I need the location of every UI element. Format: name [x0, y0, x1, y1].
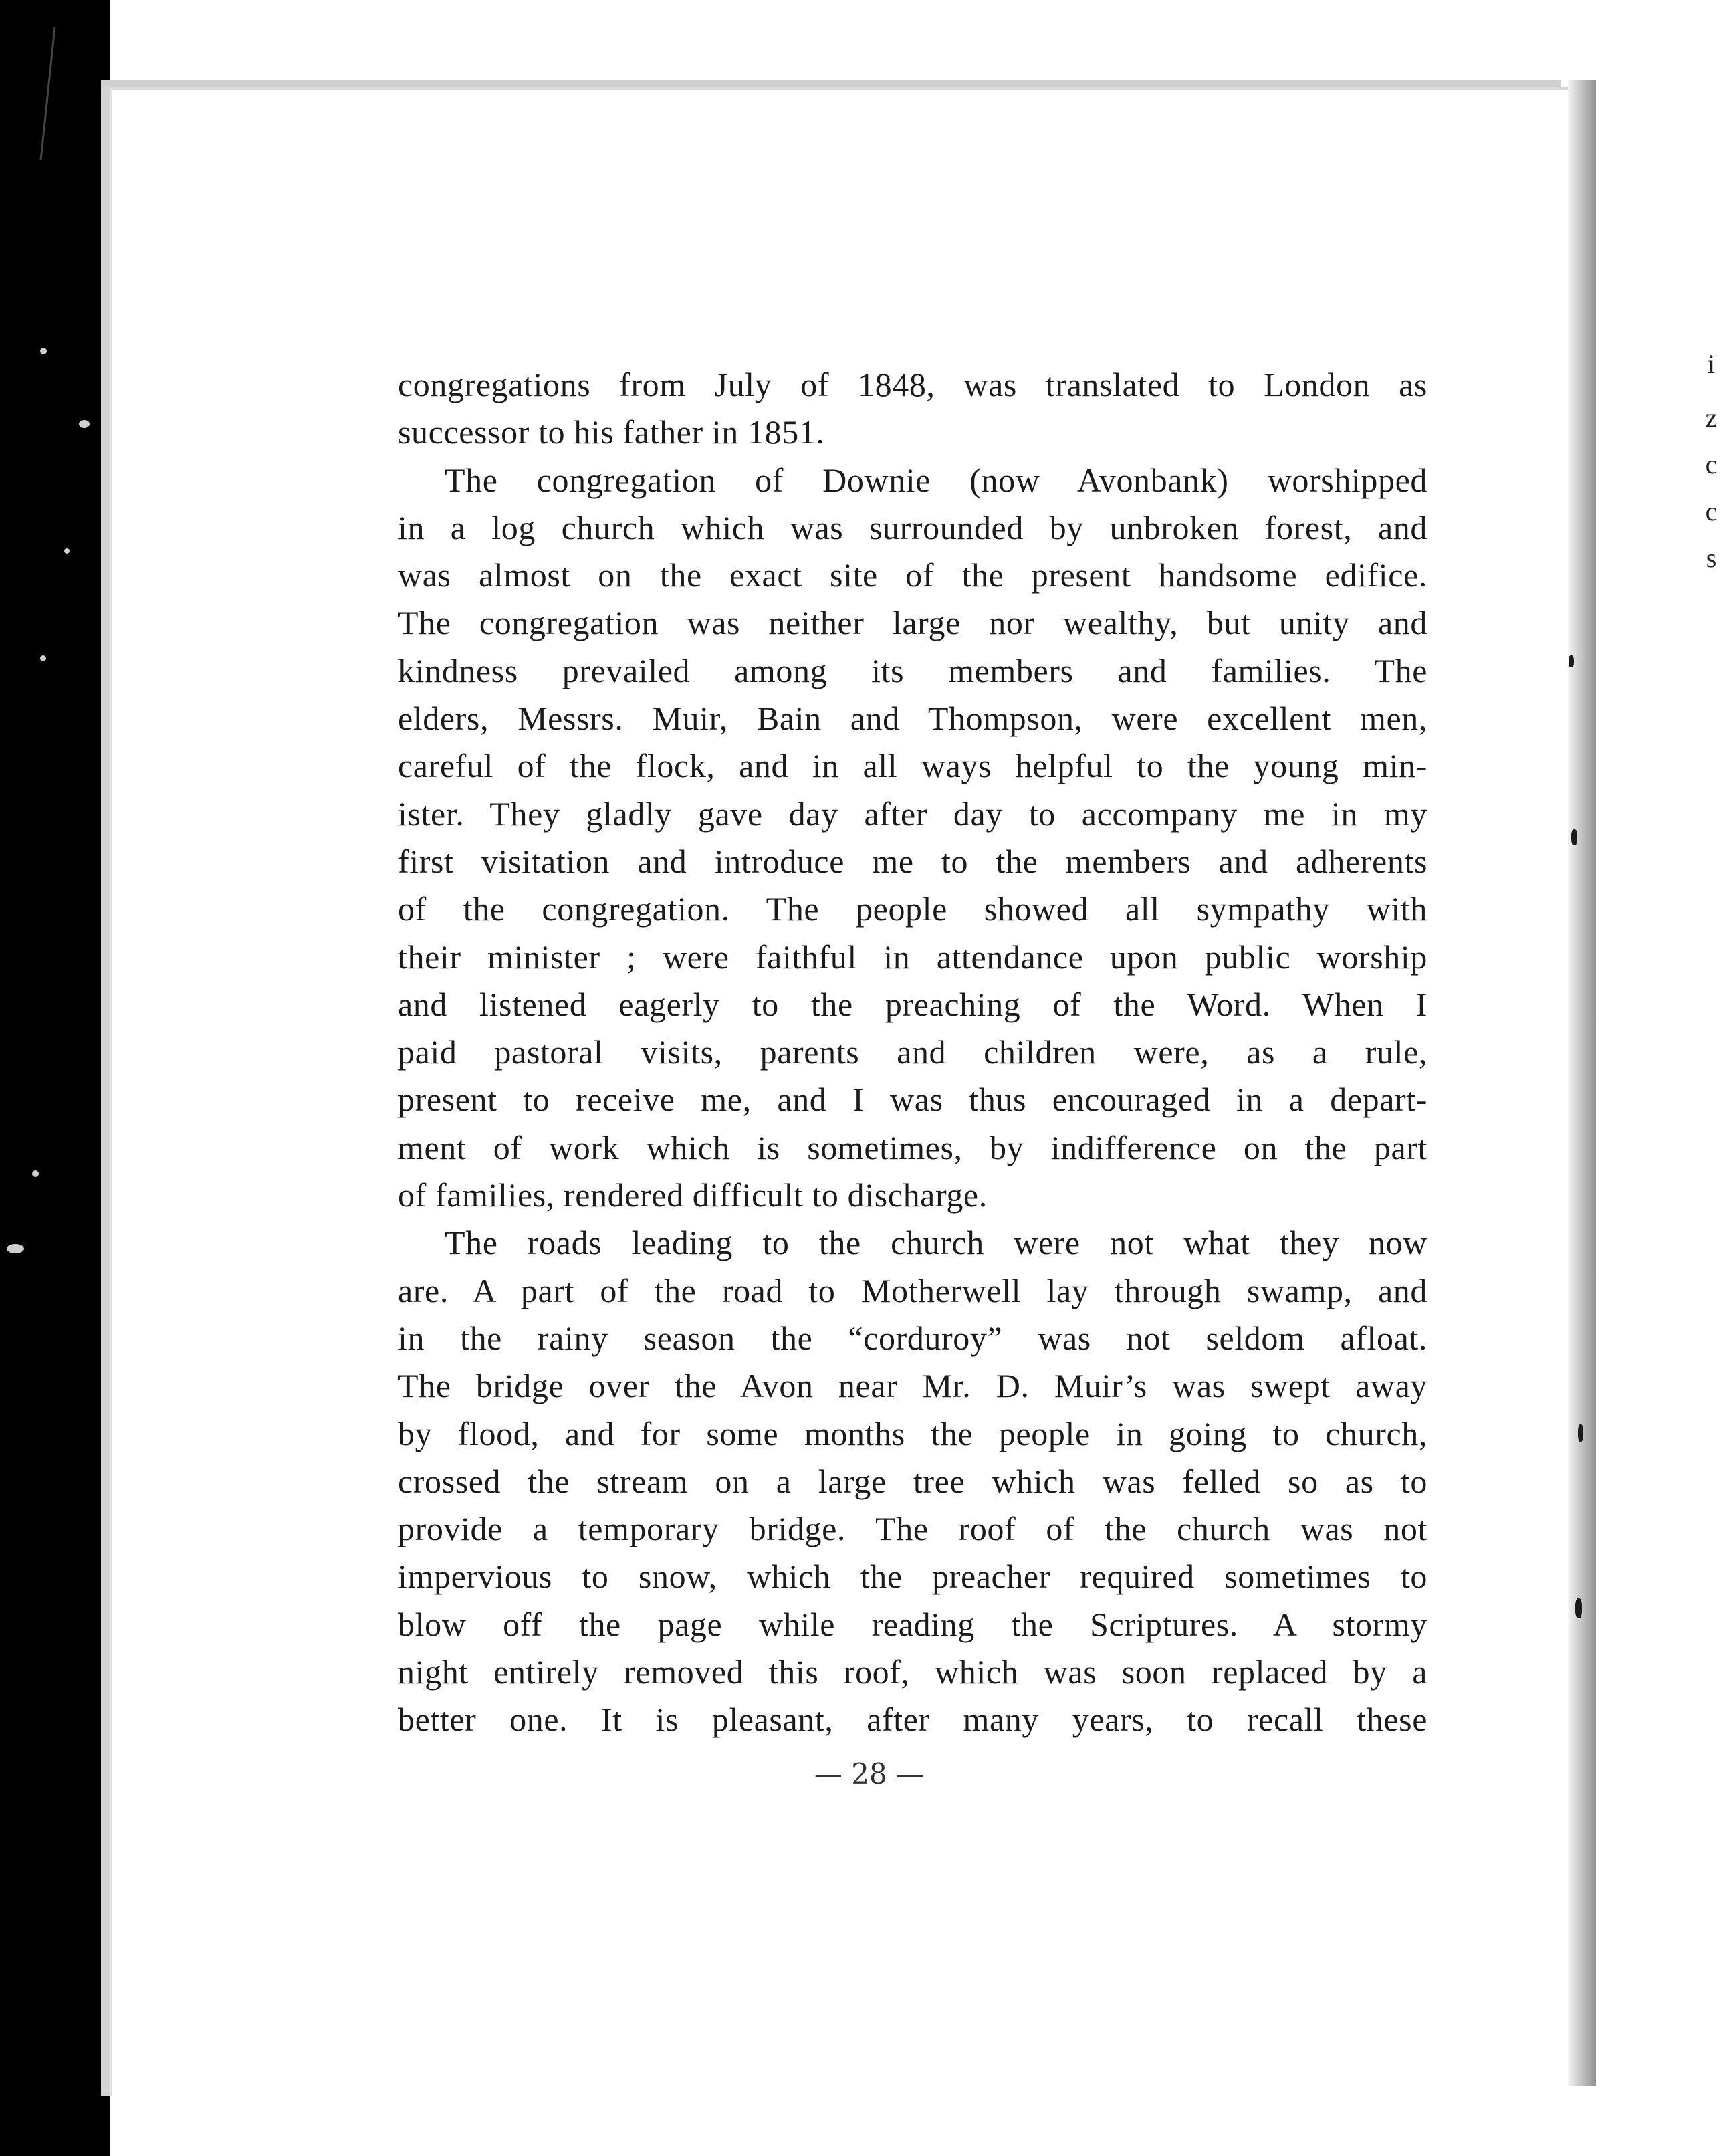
text-line: ment of work which is sometimes, by indifference on the part — [398, 1128, 1427, 1166]
text-line: successor to his father in 1851. — [398, 413, 825, 451]
text-line: present to receive me, and I was thus encouraged in a depart- — [398, 1081, 1427, 1119]
adjacent-page-letter: s — [1706, 543, 1717, 573]
text-line: in a log church which was surrounded by unbroken forest, and — [398, 508, 1427, 546]
gutter-mark — [1575, 1598, 1582, 1618]
text-line: are. A part of the road to Motherwell lay through swamp, and — [398, 1271, 1427, 1309]
dust-speck — [64, 548, 70, 554]
text-line: night entirely removed this roof, which was soon replaced by a — [398, 1653, 1427, 1691]
text-line: provide a temporary bridge. The roof of the church was not — [398, 1510, 1427, 1548]
text-line: paid pastoral visits, parents and children were, as a rule, — [398, 1033, 1427, 1071]
text-line: impervious to snow, which the preacher required sometimes to — [398, 1557, 1427, 1596]
text-line: The roads leading to the church were not what they now — [445, 1224, 1427, 1262]
gutter-mark — [1578, 1424, 1583, 1442]
text-line: their minister ; were faithful in attendance upon public worship — [398, 938, 1427, 976]
adjacent-page-letter: z — [1705, 403, 1718, 433]
text-line: was almost on the exact site of the present handsome edifice. — [398, 556, 1427, 595]
scanner-background — [0, 0, 110, 2156]
text-line: first visitation and introduce me to the members and adherents — [398, 842, 1427, 880]
text-line: of the congregation. The people showed all sympathy with — [398, 890, 1427, 928]
book-gutter — [1568, 80, 1596, 2086]
gutter-mark — [1569, 655, 1574, 667]
page-number: — 28 — — [814, 1757, 925, 1790]
adjacent-page-letter: c — [1705, 496, 1718, 526]
text-line: by flood, and for some months the people in going to church, — [398, 1414, 1427, 1452]
text-line: congregations from July of 1848, was translated to London as — [398, 366, 1427, 403]
text-line: The bridge over the Avon near Mr. D. Muir’s was swept away — [398, 1367, 1427, 1405]
text-line: ister. They gladly gave day after day to accompany me in my — [398, 794, 1427, 833]
dust-speck — [79, 420, 90, 428]
text-line: careful of the flock, and in all ways helpful to the young min- — [398, 747, 1427, 785]
text-line: The congregation of Downie (now Avonbank) worshipped — [445, 461, 1427, 499]
dust-speck — [7, 1244, 24, 1253]
text-line: crossed the stream on a large tree which was felled so as to — [398, 1462, 1427, 1500]
text-line: The congregation was neither large nor wealthy, but unity and — [398, 604, 1427, 642]
text-line: elders, Messrs. Muir, Bain and Thompson, were excellent men, — [398, 699, 1427, 738]
dust-speck — [40, 655, 46, 661]
text-line: in the rainy season the “corduroy” was not seldom afloat. — [398, 1319, 1427, 1357]
scan-streak — [40, 27, 56, 160]
text-line: of families, rendered difficult to discharge. — [398, 1176, 988, 1214]
text-line: kindness prevailed among its members and families. The — [398, 651, 1427, 689]
body-text — [398, 361, 1427, 1744]
adjacent-page-letter: i — [1707, 349, 1716, 379]
text-line: and listened eagerly to the preaching of the Word. When I — [398, 985, 1427, 1023]
text-line: blow off the page while reading the Scriptures. A stormy — [398, 1605, 1427, 1643]
dust-speck — [40, 348, 47, 354]
adjacent-page — [1596, 67, 1721, 2156]
adjacent-page-letter: c — [1705, 449, 1718, 479]
text-line: better one. It is pleasant, after many years, to recall these — [398, 1701, 1427, 1739]
gutter-mark — [1571, 829, 1577, 845]
dust-speck — [32, 1170, 39, 1177]
